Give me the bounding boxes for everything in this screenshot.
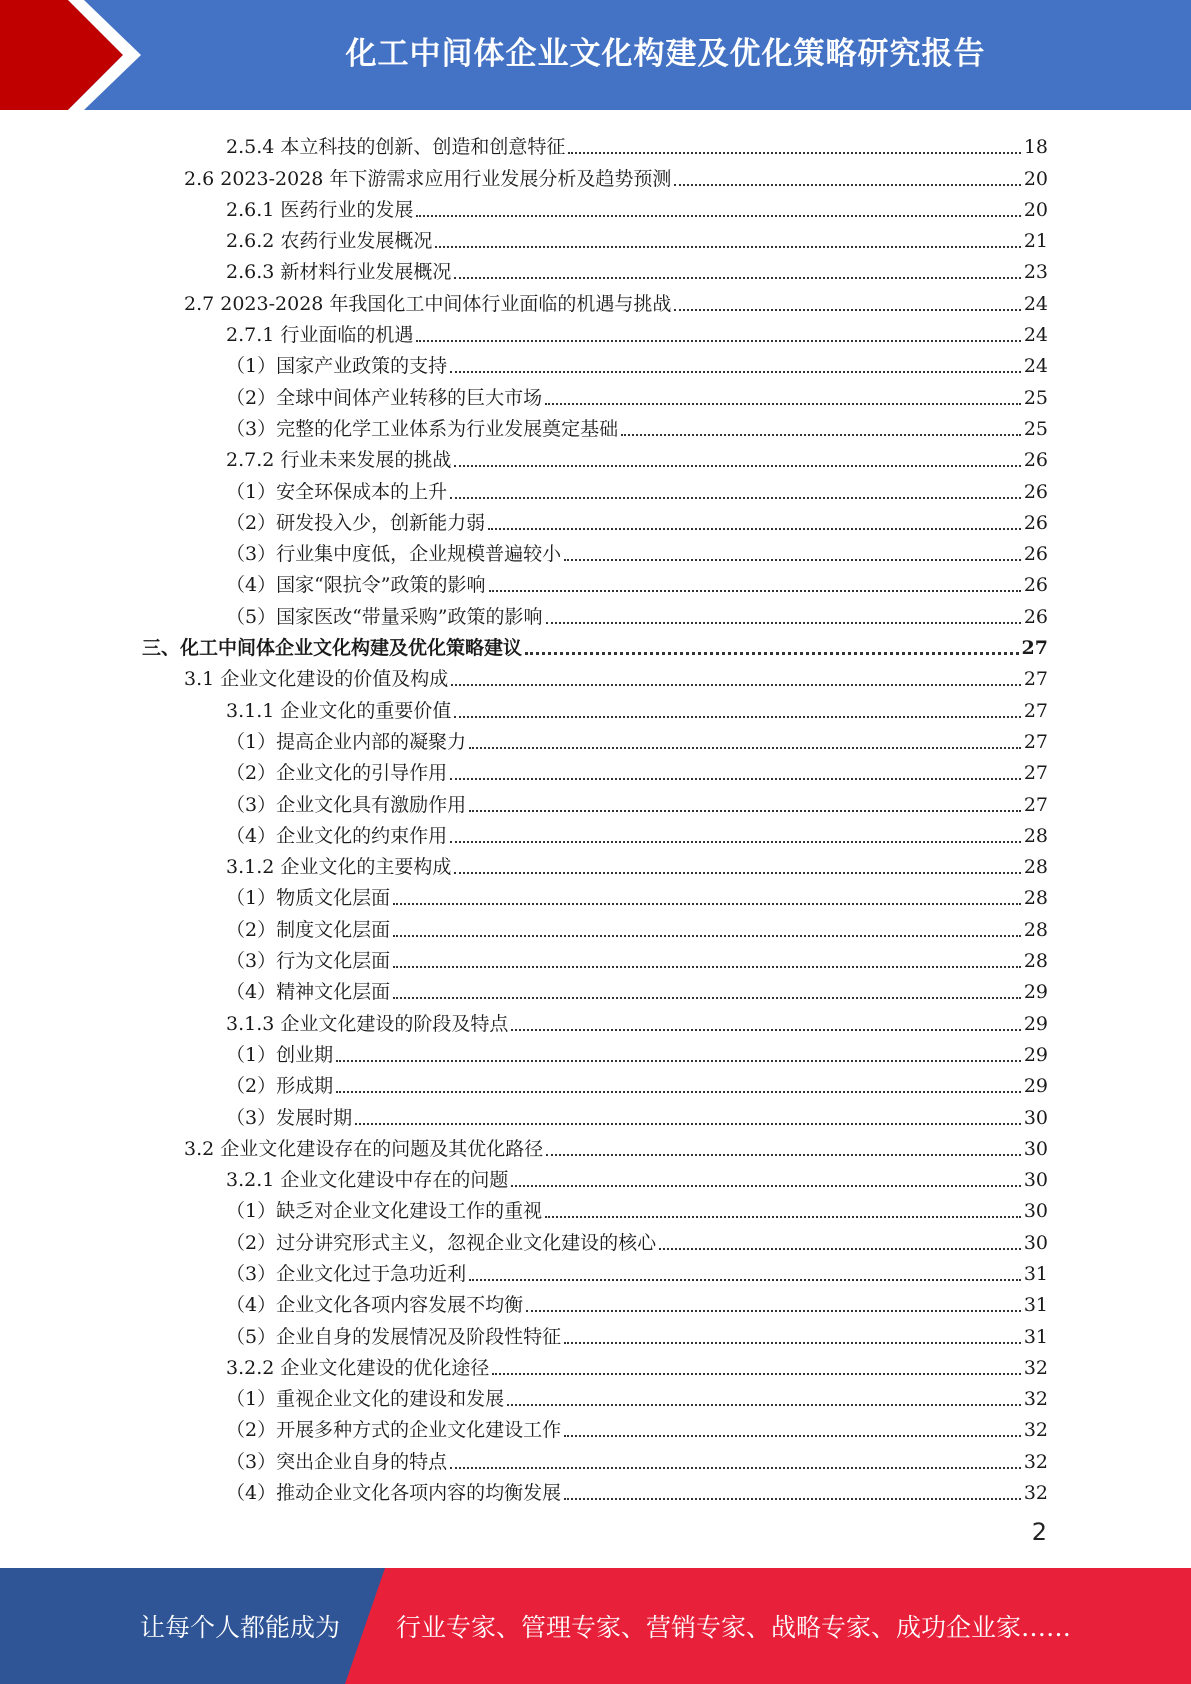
toc-entry-title: （1）物质文化层面 [226, 887, 391, 910]
toc-entry-title: 3.1.1 企业文化的重要价值 [226, 699, 452, 722]
toc-dot-leader [393, 996, 1021, 999]
toc-dot-leader [336, 1090, 1021, 1093]
toc-entry-page: 29 [1023, 1075, 1048, 1098]
toc-entry[interactable] [0, 1130, 1191, 1161]
toc-entry-page: 26 [1023, 574, 1048, 597]
toc-entry-page: 30 [1023, 1200, 1048, 1223]
toc-dot-leader [450, 496, 1021, 499]
toc-dot-leader [507, 1403, 1021, 1406]
toc-entry[interactable] [0, 817, 1191, 848]
document-title: 化工中间体企业文化构建及优化策略研究报告 [345, 35, 986, 72]
toc-entry-title: （5）企业自身的发展情况及阶段性特征 [226, 1325, 562, 1348]
toc-entry-page: 24 [1023, 324, 1048, 347]
toc-entry[interactable] [0, 1286, 1191, 1317]
toc-entry-title: （2）形成期 [226, 1075, 334, 1098]
toc-dot-leader [454, 871, 1020, 874]
toc-entry[interactable] [0, 785, 1191, 816]
toc-entry[interactable] [0, 910, 1191, 941]
toc-entry-title: 三、化工中间体企业文化构建及优化策略建议 [142, 637, 523, 660]
toc-entry-page: 28 [1023, 950, 1048, 973]
toc-entry-page: 32 [1023, 1388, 1048, 1411]
toc-entry-title: 2.6.3 新材料行业发展概况 [226, 261, 452, 284]
toc-dot-leader [546, 1153, 1021, 1156]
toc-dot-leader [621, 433, 1021, 436]
toc-dot-leader [564, 558, 1021, 561]
toc-entry-title: （1）安全环保成本的上升 [226, 480, 448, 503]
toc-dot-leader [454, 276, 1020, 279]
toc-entry-title: 3.2.1 企业文化建设中存在的问题 [226, 1169, 509, 1192]
toc-entry[interactable] [0, 1004, 1191, 1035]
toc-entry-title: （3）行为文化层面 [226, 950, 391, 973]
toc-dot-leader [545, 1215, 1021, 1218]
toc-entry-page: 31 [1023, 1294, 1048, 1317]
toc-dot-leader [454, 715, 1020, 718]
toc-entry[interactable] [0, 191, 1191, 222]
toc-entry-page: 32 [1023, 1482, 1048, 1505]
toc-entry-page: 27 [1023, 699, 1048, 722]
toc-entry[interactable] [0, 629, 1191, 660]
toc-entry-page: 20 [1023, 198, 1048, 221]
toc-entry-page: 26 [1023, 511, 1048, 534]
toc-entry[interactable] [0, 1161, 1191, 1192]
toc-entry[interactable] [0, 942, 1191, 973]
toc-entry[interactable] [0, 222, 1191, 253]
toc-dot-leader [393, 934, 1021, 937]
toc-entry[interactable] [0, 441, 1191, 472]
toc-entry-title: 2.6 2023-2028 年下游需求应用行业发展分析及趋势预测 [184, 167, 672, 190]
toc-entry[interactable] [0, 691, 1191, 722]
toc-entry-page: 28 [1023, 918, 1048, 941]
toc-entry-page: 30 [1023, 1137, 1048, 1160]
toc-entry-title: （1）缺乏对企业文化建设工作的重视 [226, 1200, 543, 1223]
toc-entry-page: 27 [1021, 637, 1048, 660]
toc-dot-leader [469, 1278, 1021, 1281]
toc-entry-title: （4）精神文化层面 [226, 981, 391, 1004]
page-header [0, 0, 1191, 110]
toc-entry-page: 24 [1023, 292, 1048, 315]
toc-entry[interactable] [0, 1192, 1191, 1223]
toc-entry[interactable] [0, 1349, 1191, 1380]
toc-entry-title: 3.1.3 企业文化建设的阶段及特点 [226, 1012, 509, 1035]
toc-entry[interactable] [0, 472, 1191, 503]
toc-entry[interactable] [0, 1098, 1191, 1129]
table-of-contents [0, 128, 1191, 1505]
toc-dot-leader [564, 1497, 1021, 1500]
toc-entry-title: 3.2 企业文化建设存在的问题及其优化路径 [184, 1137, 544, 1160]
toc-entry-page: 24 [1023, 355, 1048, 378]
toc-dot-leader [546, 621, 1021, 624]
toc-entry[interactable] [0, 410, 1191, 441]
toc-dot-leader [564, 1434, 1021, 1437]
toc-entry-page: 30 [1023, 1106, 1048, 1129]
toc-dot-leader [393, 902, 1021, 905]
toc-dot-leader [355, 1122, 1021, 1125]
toc-entry-title: （5）国家医改“带量采购”政策的影响 [226, 605, 543, 628]
toc-entry-page: 31 [1023, 1325, 1048, 1348]
toc-dot-leader [526, 1309, 1021, 1312]
toc-dot-leader [336, 1059, 1021, 1062]
toc-entry-title: 3.1.2 企业文化的主要构成 [226, 856, 452, 879]
toc-entry[interactable] [0, 597, 1191, 628]
toc-entry-page: 31 [1023, 1262, 1048, 1285]
toc-dot-leader [469, 809, 1021, 812]
toc-dot-leader [492, 1372, 1020, 1375]
toc-entry[interactable] [0, 378, 1191, 409]
toc-dot-leader [674, 308, 1020, 311]
toc-entry[interactable] [0, 1474, 1191, 1505]
toc-entry-page: 27 [1023, 762, 1048, 785]
toc-entry-page: 20 [1023, 167, 1048, 190]
toc-entry[interactable] [0, 253, 1191, 284]
toc-dot-leader [450, 777, 1021, 780]
toc-entry-page: 29 [1023, 1012, 1048, 1035]
toc-entry[interactable] [0, 1442, 1191, 1473]
toc-entry-page: 25 [1023, 386, 1048, 409]
footer-slogan-left: 让每个人都能成为 [140, 1613, 341, 1642]
toc-entry-page: 26 [1023, 543, 1048, 566]
toc-entry[interactable] [0, 128, 1191, 159]
toc-entry-title: 3.1 企业文化建设的价值及构成 [184, 668, 449, 691]
toc-entry-page: 26 [1023, 449, 1048, 472]
toc-entry-title: （2）研发投入少，创新能力弱 [226, 511, 486, 534]
toc-entry-title: 3.2.2 企业文化建设的优化途径 [226, 1356, 490, 1379]
toc-entry-page: 29 [1023, 1043, 1048, 1066]
toc-dot-leader [416, 214, 1020, 217]
toc-entry-page: 28 [1023, 887, 1048, 910]
toc-entry[interactable] [0, 1411, 1191, 1442]
toc-entry[interactable] [0, 504, 1191, 535]
toc-entry-title: 2.7.2 行业未来发展的挑战 [226, 449, 452, 472]
toc-entry-title: 2.7.1 行业面临的机遇 [226, 324, 414, 347]
toc-entry-title: （3）企业文化具有激励作用 [226, 793, 467, 816]
toc-entry-page: 25 [1023, 417, 1048, 440]
toc-entry-title: （2）企业文化的引导作用 [226, 762, 448, 785]
toc-entry-page: 28 [1023, 824, 1048, 847]
page-number: 2 [1031, 1518, 1047, 1546]
toc-entry[interactable] [0, 1317, 1191, 1348]
toc-entry[interactable] [0, 660, 1191, 691]
toc-dot-leader [568, 151, 1020, 154]
toc-dot-leader [564, 1341, 1021, 1344]
toc-dot-leader [511, 1028, 1020, 1031]
toc-entry-page: 32 [1023, 1419, 1048, 1442]
footer-slogan-right: 行业专家、管理专家、营销专家、战略专家、成功企业家…… [396, 1613, 1072, 1642]
toc-entry[interactable] [0, 1380, 1191, 1411]
toc-dot-leader [489, 589, 1021, 592]
toc-entry-title: （3）行业集中度低，企业规模普遍较小 [226, 543, 562, 566]
toc-entry[interactable] [0, 347, 1191, 378]
toc-entry-title: （4）企业文化的约束作用 [226, 824, 448, 847]
toc-dot-leader [545, 402, 1021, 405]
toc-entry-title: （4）国家“限抗令”政策的影响 [226, 574, 486, 597]
toc-entry-page: 28 [1023, 856, 1048, 879]
toc-entry[interactable] [0, 1067, 1191, 1098]
toc-entry[interactable] [0, 879, 1191, 910]
toc-entry-title: 2.6.1 医药行业的发展 [226, 198, 414, 221]
toc-dot-leader [659, 1247, 1021, 1250]
toc-entry[interactable] [0, 535, 1191, 566]
toc-entry-page: 27 [1023, 793, 1048, 816]
toc-entry-page: 32 [1023, 1450, 1048, 1473]
toc-dot-leader [451, 683, 1021, 686]
toc-dot-leader [454, 464, 1020, 467]
toc-dot-leader [416, 339, 1020, 342]
toc-dot-leader [435, 245, 1020, 248]
toc-entry[interactable] [0, 284, 1191, 315]
toc-entry[interactable] [0, 1036, 1191, 1067]
toc-dot-leader [450, 840, 1021, 843]
toc-entry-page: 27 [1023, 668, 1048, 691]
toc-entry-page: 32 [1023, 1356, 1048, 1379]
toc-entry[interactable] [0, 159, 1191, 190]
toc-entry-title: （1）提高企业内部的凝聚力 [226, 730, 467, 753]
toc-entry-page: 30 [1023, 1169, 1048, 1192]
toc-entry-title: （3）发展时期 [226, 1106, 353, 1129]
toc-dot-leader [450, 1466, 1021, 1469]
toc-entry-title: （2）全球中间体产业转移的巨大市场 [226, 386, 543, 409]
toc-entry-title: （3）突出企业自身的特点 [226, 1450, 448, 1473]
toc-dot-leader [674, 183, 1020, 186]
toc-entry-page: 21 [1023, 230, 1048, 253]
toc-entry[interactable] [0, 566, 1191, 597]
toc-entry-title: （2）过分讲究形式主义，忽视企业文化建设的核心 [226, 1231, 657, 1254]
toc-entry-title: （3）企业文化过于急功近利 [226, 1262, 467, 1285]
toc-dot-leader [488, 527, 1021, 530]
toc-entry-title: 2.5.4 本立科技的创新、创造和创意特征 [226, 136, 566, 159]
toc-dot-leader [525, 651, 1019, 655]
toc-entry-title: （4）推动企业文化各项内容的均衡发展 [226, 1482, 562, 1505]
toc-entry-page: 26 [1023, 480, 1048, 503]
toc-entry-page: 23 [1023, 261, 1048, 284]
toc-entry-title: 2.6.2 农药行业发展概况 [226, 230, 433, 253]
toc-entry[interactable] [0, 973, 1191, 1004]
toc-entry-page: 18 [1023, 136, 1048, 159]
toc-dot-leader [511, 1184, 1020, 1187]
toc-entry-page: 29 [1023, 981, 1048, 1004]
toc-entry-page: 30 [1023, 1231, 1048, 1254]
header-arrow-decoration [0, 0, 160, 110]
toc-dot-leader [469, 746, 1021, 749]
toc-entry[interactable] [0, 754, 1191, 785]
toc-entry-title: （4）企业文化各项内容发展不均衡 [226, 1294, 524, 1317]
toc-entry-page: 27 [1023, 730, 1048, 753]
toc-entry-title: 2.7 2023-2028 年我国化工中间体行业面临的机遇与挑战 [184, 292, 672, 315]
toc-entry-page: 26 [1023, 605, 1048, 628]
toc-entry-title: （1）重视企业文化的建设和发展 [226, 1388, 505, 1411]
toc-entry[interactable] [0, 1223, 1191, 1254]
toc-entry[interactable] [0, 848, 1191, 879]
toc-entry[interactable] [0, 723, 1191, 754]
toc-entry-title: （2）开展多种方式的企业文化建设工作 [226, 1419, 562, 1442]
page-footer [0, 1568, 1191, 1684]
toc-entry[interactable] [0, 316, 1191, 347]
toc-entry-title: （1）创业期 [226, 1043, 334, 1066]
toc-dot-leader [393, 965, 1021, 968]
toc-entry-title: （2）制度文化层面 [226, 918, 391, 941]
toc-entry-title: （1）国家产业政策的支持 [226, 355, 448, 378]
toc-entry[interactable] [0, 1255, 1191, 1286]
toc-entry-title: （3）完整的化学工业体系为行业发展奠定基础 [226, 417, 619, 440]
toc-dot-leader [450, 370, 1021, 373]
